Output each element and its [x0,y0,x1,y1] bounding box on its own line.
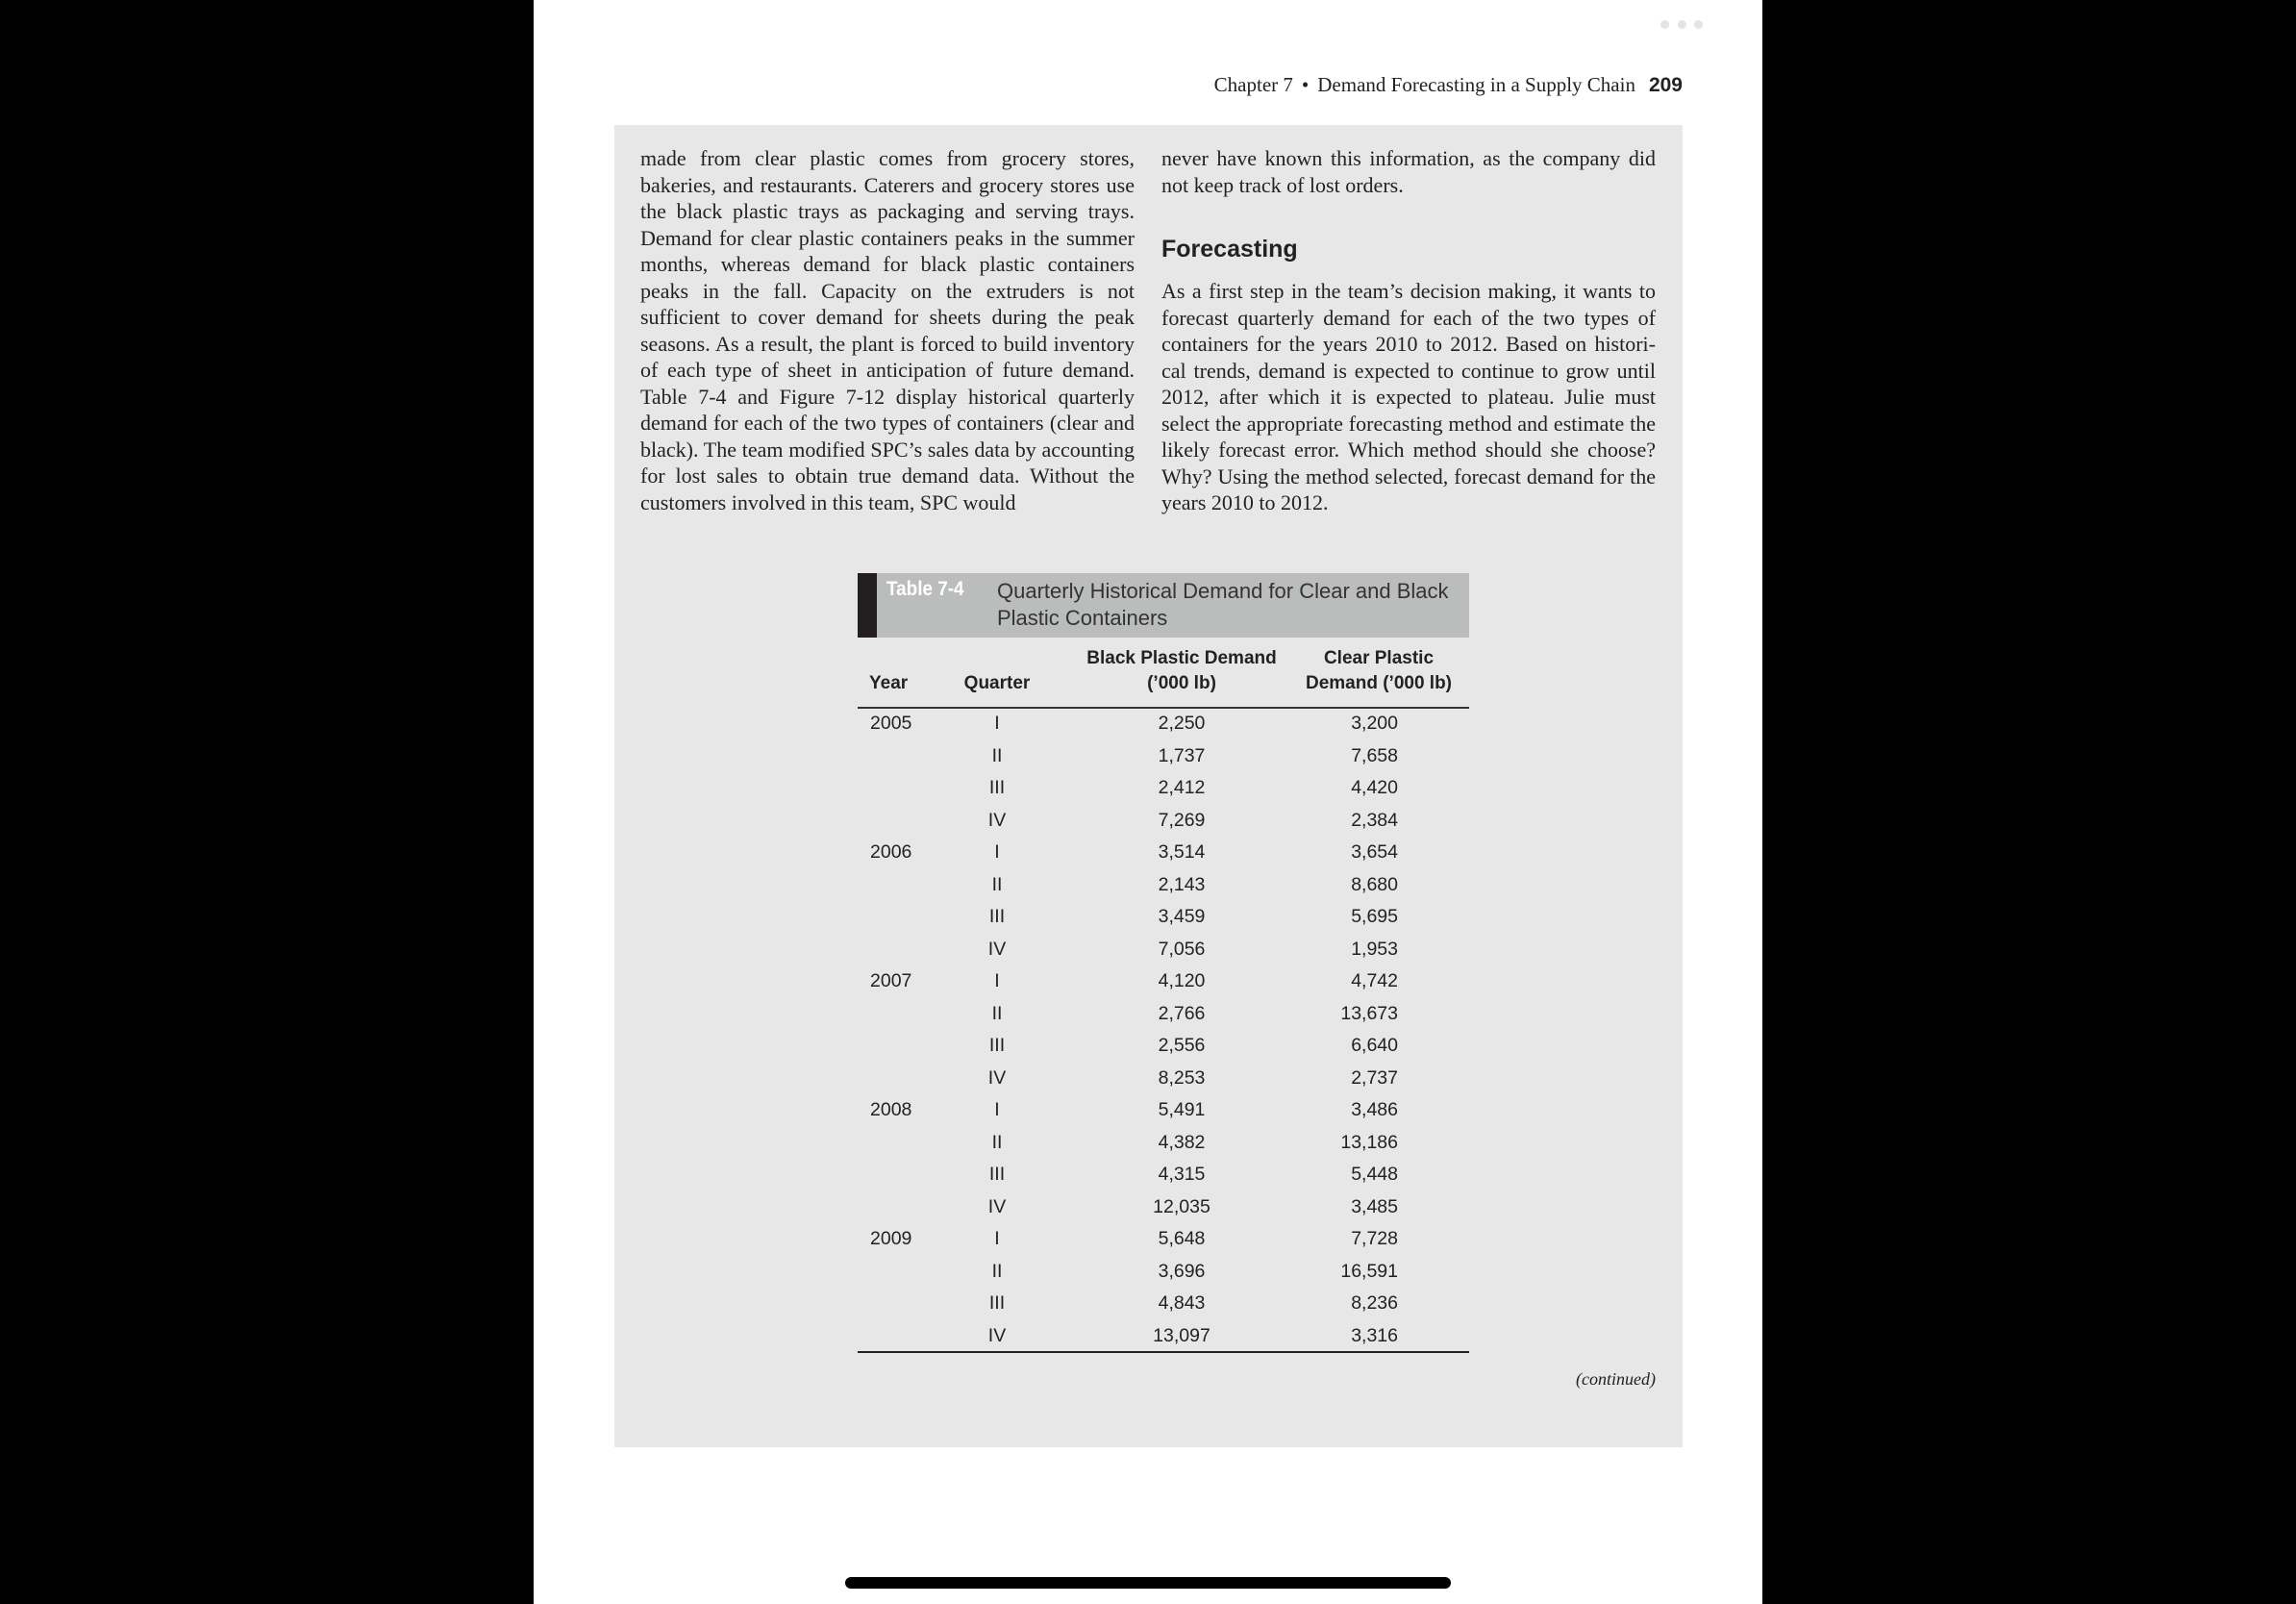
cell-clear-demand: 3,485 [1351,1195,1398,1217]
cell-clear-demand: 16,591 [1340,1260,1398,1282]
column-header-black-demand: Black Plastic Demand (’000 lb) [1086,648,1277,693]
cell-black-demand: 2,556 [1158,1035,1206,1056]
cell-black-demand: 3,514 [1158,841,1206,863]
table-row [858,1064,1469,1096]
cell-clear-demand: 3,486 [1351,1099,1398,1120]
cell-black-demand: 4,120 [1158,970,1206,991]
table-row [858,838,1469,870]
cell-black-demand: 1,737 [1158,744,1206,766]
cell-clear-demand: 13,673 [1340,1002,1398,1024]
table-row [858,806,1469,839]
cell-clear-demand: 4,420 [1351,777,1398,798]
cell-black-demand: 8,253 [1158,1066,1206,1089]
cell-quarter: II [991,1002,1003,1024]
cell-quarter: II [991,873,1003,895]
cell-year: 2008 [870,1099,912,1120]
cell-year: 2009 [870,1228,912,1249]
cell-quarter: IV [987,1195,1007,1217]
table-label: Table 7-4 [886,578,964,600]
body-text-left-column: made from clear plastic comes from grocery stores, bakeries, and restaurants. Caterers and grocery stores use the black plastic trays as packaging and serving trays. Demand for clear plastic containers peaks in the summer months, whereas demand for black plastic containers peaks in the fall. Capacity on the extruders is not sufficient to cover demand for sheets during the peak seasons. As a result, the plant is forced to build inventory of each type of sheet in anticipation of future demand. Table 7-4 and Figure 7-12 display historical quarterly demand for each of the two types of containers (clear and black). The team modified SPC’s sales data by accounting for lost sales to obtain true demand data. Without the customers involved in this team, SPC would [640,146,1135,514]
cell-quarter: I [994,713,1000,734]
cell-clear-demand: 7,728 [1351,1228,1398,1249]
cell-year: 2006 [870,841,912,863]
cell-quarter: III [988,906,1006,927]
table-title-marker [858,573,877,638]
cell-clear-demand: 1,953 [1351,938,1398,960]
cell-clear-demand: 8,236 [1351,1292,1398,1314]
cell-quarter: III [988,1164,1006,1185]
cell-black-demand: 7,269 [1158,809,1206,831]
cell-black-demand: 2,143 [1158,873,1206,895]
cell-quarter: I [994,1099,1000,1120]
cell-clear-demand: 3,200 [1351,713,1398,734]
table-row [858,966,1469,999]
cell-black-demand: 2,250 [1158,713,1206,734]
page-menu-dots-icon[interactable] [1660,19,1703,29]
table-caption: Quarterly Historical Demand for Clear and Black Plastic Containers [997,579,1449,630]
table-row [858,1257,1469,1290]
table-row [858,870,1469,903]
cell-clear-demand: 2,737 [1351,1066,1398,1089]
column-header-quarter: Quarter [963,673,1031,693]
table-row [858,1160,1469,1192]
cell-black-demand: 2,766 [1158,1002,1206,1024]
cell-black-demand: 4,382 [1158,1131,1206,1153]
cell-clear-demand: 3,316 [1351,1324,1398,1346]
cell-black-demand: 4,315 [1158,1164,1206,1185]
cell-clear-demand: 4,742 [1351,970,1398,991]
cell-quarter: IV [987,809,1007,831]
table-row [858,999,1469,1032]
table-row [858,709,1469,741]
table-body [858,709,1469,1353]
table-row [858,902,1469,935]
cell-year: 2005 [870,713,912,734]
body-text-right-column-bottom: As a first step in the team’s decision making, it wants to forecast quarterly demand for each of the two types of containers for the years 2010 to 2012. Based on histori-cal trends, demand is expected to continue to grow until 2012, after which it is expected to plateau. Julie must select the appropriate forecasting method and estimate the likely forecast error. Which method should she choose? Why? Using the method selected, forecast demand for the years 2010 to 2012. [1161,279,1656,514]
cell-clear-demand: 8,680 [1351,873,1398,895]
running-header [1058,73,1683,97]
cell-black-demand: 3,696 [1158,1260,1206,1282]
table-row [858,1095,1469,1128]
table-row [858,1128,1469,1161]
table-bottom-rule [858,1351,1469,1353]
section-heading: Forecasting [1161,236,1298,263]
table-row [858,1224,1469,1257]
table-row [858,741,1469,774]
home-indicator[interactable] [845,1577,1451,1589]
cell-quarter: III [988,777,1006,798]
cell-quarter: IV [987,1324,1007,1346]
table-row [858,1192,1469,1225]
cell-clear-demand: 3,654 [1351,841,1398,863]
bullet-separator: • [1301,73,1310,96]
column-header-year: Year [869,673,909,693]
cell-clear-demand: 13,186 [1340,1131,1398,1153]
table-row [858,1321,1469,1354]
cell-clear-demand: 5,448 [1351,1164,1398,1185]
table-row [858,773,1469,806]
cell-black-demand: 7,056 [1158,938,1206,960]
cell-quarter: II [991,744,1003,766]
cell-quarter: IV [987,938,1007,960]
cell-quarter: II [991,1260,1003,1282]
cell-quarter: I [994,970,1000,991]
chapter-title: Demand Forecasting in a Supply Chain [1317,73,1635,96]
continued-note: (continued) [1576,1369,1656,1389]
cell-year: 2007 [870,970,912,991]
table-row [858,1031,1469,1064]
cell-quarter: II [991,1131,1003,1153]
cell-quarter: I [994,1228,1000,1249]
body-text-right-column-top: never have known this information, as the company did not keep track of lost orders. [1161,146,1656,197]
cell-clear-demand: 7,658 [1351,744,1398,766]
cell-clear-demand: 2,384 [1351,809,1398,831]
chapter-label: Chapter 7 [1213,73,1293,96]
cell-quarter: III [988,1035,1006,1056]
cell-clear-demand: 5,695 [1351,906,1398,927]
table-row [858,1289,1469,1321]
cell-quarter: III [988,1292,1006,1314]
table-header-row [858,644,1469,709]
cell-quarter: IV [987,1066,1007,1089]
page-number: 209 [1648,74,1683,96]
cell-quarter: I [994,841,1000,863]
cell-black-demand: 5,491 [1158,1099,1206,1120]
cell-black-demand: 3,459 [1158,906,1206,927]
table-row [858,935,1469,967]
cell-black-demand: 4,843 [1158,1292,1206,1314]
cell-black-demand: 12,035 [1153,1195,1210,1217]
column-header-clear-demand: Clear Plastic Demand (’000 lb) [1305,648,1453,693]
cell-clear-demand: 6,640 [1351,1035,1398,1056]
cell-black-demand: 5,648 [1158,1228,1206,1249]
cell-black-demand: 13,097 [1153,1324,1210,1346]
cell-black-demand: 2,412 [1158,777,1206,798]
